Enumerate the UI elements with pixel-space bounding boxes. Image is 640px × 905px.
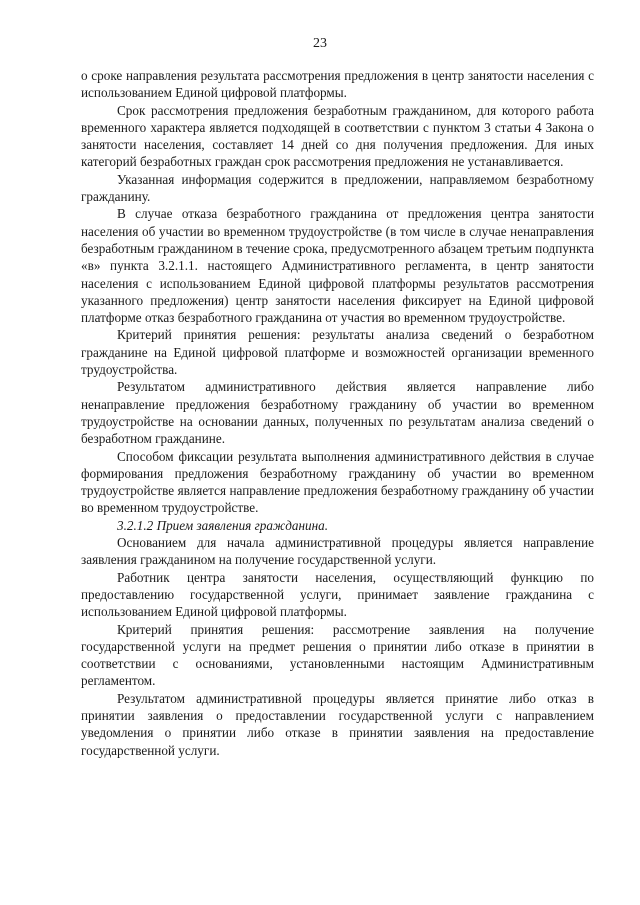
paragraph: Результатом административной процедуры является принятие либо отказ в принятии заявления о предоставлении государственной услуги с направлением уведомления о принятии либо отказе в принятии заявления на предоставление государственной услуги. bbox=[81, 690, 594, 758]
paragraph: Критерий принятия решения: рассмотрение заявления на получение государственной услуги на предмет решения о принятии либо отказе в принятии в соответствии с основаниями, установленными настоящим Административным регламентом. bbox=[81, 621, 594, 689]
paragraph: Результатом административного действия является направление либо ненаправление предложения безработному гражданину об участии во временном трудоустройстве на основании данных, полученных по результатам анализа сведений о безработном гражданине. bbox=[81, 379, 594, 447]
paragraph: Указанная информация содержится в предложении, направляемом безработному гражданину. bbox=[81, 171, 594, 205]
section-heading: 3.2.1.2 Прием заявления гражданина. bbox=[117, 517, 329, 533]
paragraph: Критерий принятия решения: результаты анализа сведений о безработном гражданине на Единой цифровой платформе и возможностей организации временного трудоустройства. bbox=[81, 327, 594, 378]
document-body bbox=[81, 67, 594, 759]
paragraph: Работник центра занятости населения, осуществляющий функцию по предоставлению государственной услуги, принимает заявление гражданина с использованием Единой цифровой платформы. bbox=[81, 569, 594, 620]
paragraph: Способом фиксации результата выполнения административного действия в случае формирования предложения безработному гражданину об участии во временном трудоустройстве является направление предложения безработному гражданину об участии во временном трудоустройстве. bbox=[81, 448, 594, 516]
paragraph: Срок рассмотрения предложения безработным гражданином, для которого работа временного характера является подходящей в соответствии с пунктом 3 статьи 4 Закона о занятости населения, составляет 14 дней со дня получения предложения. Для иных категорий безработных граждан срок рассмотрения предложения не устанавливается. bbox=[81, 102, 594, 170]
paragraph: В случае отказа безработного гражданина от предложения центра занятости населения об участии во временном трудоустройстве (в том числе в случае ненаправления безработным гражданином в течение срока, предусмотренного абзацем третьим подпункта «в» пункта 3.2.1.1. настоящего Административного регламента, в центр занятости населения с использованием Единой цифровой платформы результатов рассмотрения указанного предложения) центр занятости населения фиксирует на Единой цифровой платформе отказ безработного гражданина от участия во временном трудоустройстве. bbox=[81, 206, 594, 326]
page-number: 23 bbox=[313, 36, 327, 51]
paragraph: о сроке направления результата рассмотрения предложения в центр занятости населения с использованием Единой цифровой платформы. bbox=[81, 68, 594, 101]
paragraph: Основанием для начала административной процедуры является направление заявления гражданином на получение государственной услуги. bbox=[81, 535, 594, 568]
